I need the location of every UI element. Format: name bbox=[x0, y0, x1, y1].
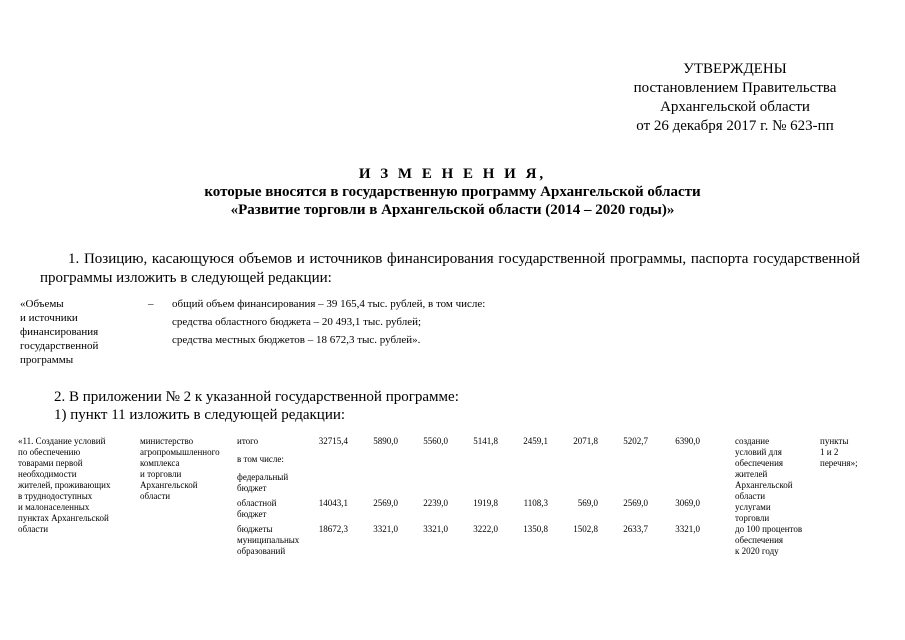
funding-value: 14043,1 bbox=[318, 498, 348, 508]
expected-result-line: обеспечения bbox=[735, 535, 784, 545]
executor-line: агропромышленного bbox=[140, 447, 220, 457]
source-label-line: бюджеты bbox=[237, 524, 273, 534]
source-label-line: бюджет bbox=[237, 483, 267, 493]
activity-name-line: необходимости bbox=[18, 469, 77, 479]
activity-name-line: «11. Создание условий bbox=[18, 436, 106, 446]
funding-value: 2569,0 bbox=[623, 498, 648, 508]
expected-result-line: к 2020 году bbox=[735, 546, 779, 556]
funding-value: 32715,4 bbox=[318, 436, 348, 446]
title-line: которые вносятся в государственную программу Архангельской области bbox=[204, 184, 701, 200]
funding-value: 5141,8 bbox=[473, 436, 498, 446]
link-to-list-line: перечня»; bbox=[820, 458, 858, 468]
funding-value: 1350,8 bbox=[523, 524, 548, 534]
expected-result-line: создание bbox=[735, 436, 770, 446]
funding-label-line: «Объемы bbox=[20, 298, 64, 310]
funding-value: 2071,8 bbox=[573, 436, 598, 446]
executor-line: Архангельской bbox=[140, 480, 198, 490]
funding-value: 2459,1 bbox=[523, 436, 548, 446]
funding-value: 3321,0 bbox=[675, 524, 700, 534]
activity-name-line: товарами первой bbox=[18, 458, 83, 468]
funding-dash: – bbox=[148, 298, 154, 310]
expected-result-line: обеспечения bbox=[735, 458, 784, 468]
source-label-line: бюджет bbox=[237, 509, 267, 519]
source-label-line: образований bbox=[237, 546, 286, 556]
funding-label bbox=[20, 297, 130, 367]
executor bbox=[140, 436, 232, 502]
expected-result-line: условий для bbox=[735, 447, 782, 457]
paragraph-2: 2. В приложении № 2 к указанной государственной программе: bbox=[54, 389, 459, 405]
funding-value: 1919,8 bbox=[473, 498, 498, 508]
funding-value: 5202,7 bbox=[623, 436, 648, 446]
funding-value: 569,0 bbox=[577, 498, 598, 508]
activity-name bbox=[18, 436, 136, 535]
expected-result-line: области bbox=[735, 491, 766, 501]
executor-line: и торговли bbox=[140, 469, 182, 479]
funding-value: 2239,0 bbox=[423, 498, 448, 508]
funding-line: средства местных бюджетов – 18 672,3 тыс. рублей». bbox=[172, 334, 421, 346]
activity-name-line: области bbox=[18, 524, 49, 534]
source-label-line: итого bbox=[237, 436, 259, 446]
approval-line: постановлением Правительства bbox=[633, 80, 837, 96]
expected-result-line: жителей bbox=[735, 469, 768, 479]
executor-line: министерство bbox=[140, 436, 194, 446]
approval-line: от 26 декабря 2017 г. № 623-пп bbox=[636, 118, 834, 134]
expected-result-line: Архангельской bbox=[735, 480, 793, 490]
activity-name-line: жителей, проживающих bbox=[18, 480, 111, 490]
title-heading: И З М Е Н Е Н И Я, bbox=[358, 166, 547, 182]
funding-value: 5890,0 bbox=[373, 436, 398, 446]
funding-lines bbox=[172, 297, 652, 351]
title-line: «Развитие торговли в Архангельской области (2014 – 2020 годы)» bbox=[230, 202, 675, 218]
source-label bbox=[237, 454, 307, 465]
funding-label-line: программы bbox=[20, 354, 74, 366]
source-label bbox=[237, 498, 307, 520]
activity-name-line: в труднодоступных bbox=[18, 491, 93, 501]
funding-value: 18672,3 bbox=[318, 524, 348, 534]
funding-value: 3222,0 bbox=[473, 524, 498, 534]
funding-value: 1108,3 bbox=[523, 498, 548, 508]
funding-line: общий объем финансирования – 39 165,4 тыс. рублей, в том числе: bbox=[172, 298, 486, 310]
source-label-line: федеральный bbox=[237, 472, 289, 482]
link-to-list-line: пункты bbox=[820, 436, 849, 446]
funding-value: 3069,0 bbox=[675, 498, 700, 508]
paragraph-3: 1) пункт 11 изложить в следующей редакции: bbox=[54, 407, 346, 423]
document-title bbox=[0, 165, 905, 219]
approval-line: УТВЕРЖДЕНЫ bbox=[683, 61, 787, 77]
expected-result-line: до 100 процентов bbox=[735, 524, 803, 534]
funding-value: 2633,7 bbox=[623, 524, 648, 534]
source-label-line: областной bbox=[237, 498, 277, 508]
approval-block bbox=[605, 60, 865, 136]
funding-value: 5560,0 bbox=[423, 436, 448, 446]
source-label-line: муниципальных bbox=[237, 535, 300, 545]
paragraph-1: 1. Позицию, касающуюся объемов и источников финансирования государственной программы, паспорта государственной программы изложить в следующей редакции: bbox=[40, 251, 860, 286]
expected-result-line: торговли bbox=[735, 513, 770, 523]
funding-value: 3321,0 bbox=[423, 524, 448, 534]
funding-line: средства областного бюджета – 20 493,1 тыс. рублей; bbox=[172, 316, 422, 328]
source-label bbox=[237, 524, 307, 557]
source-label-line: в том числе: bbox=[237, 454, 284, 464]
funding-value: 6390,0 bbox=[675, 436, 700, 446]
source-label bbox=[237, 472, 307, 494]
expected-result bbox=[735, 436, 820, 557]
link-to-list bbox=[820, 436, 880, 469]
expected-result-line: услугами bbox=[735, 502, 771, 512]
executor-line: области bbox=[140, 491, 171, 501]
executor-line: комплекса bbox=[140, 458, 180, 468]
funding-value: 1502,8 bbox=[573, 524, 598, 534]
activity-name-line: по обеспечению bbox=[18, 447, 81, 457]
activity-name-line: и малонаселенных bbox=[18, 502, 90, 512]
funding-value: 3321,0 bbox=[373, 524, 398, 534]
funding-value: 2569,0 bbox=[373, 498, 398, 508]
approval-line: Архангельской области bbox=[660, 99, 810, 115]
activity-name-line: пунктах Архангельской bbox=[18, 513, 109, 523]
funding-label-line: и источники bbox=[20, 312, 78, 324]
funding-label-line: государственной bbox=[20, 340, 99, 352]
funding-label-line: финансирования bbox=[20, 326, 99, 338]
source-label bbox=[237, 436, 307, 447]
link-to-list-line: 1 и 2 bbox=[820, 447, 839, 457]
